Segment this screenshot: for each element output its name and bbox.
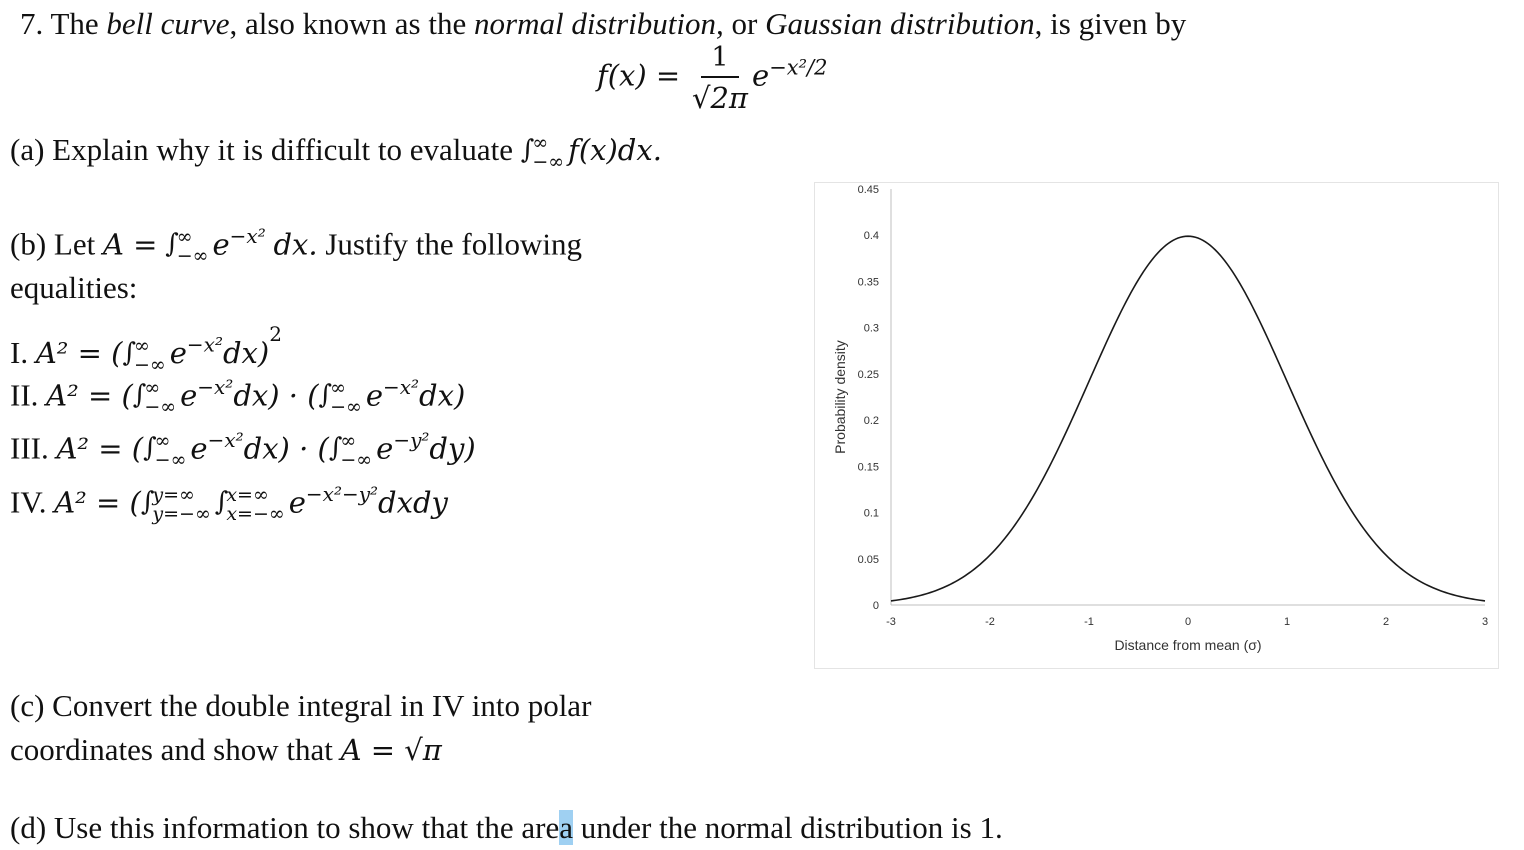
- problem-statement: 7. The bell curve, also known as the normal distribution, or Gaussian distribution, is given by: [20, 6, 1187, 41]
- integrand: f(x)dx.: [568, 133, 662, 168]
- text-cursor-highlight: a: [559, 810, 574, 845]
- integral-limits: x=∞ x=−∞: [226, 484, 285, 526]
- integral-limits: ∞ −∞: [134, 334, 166, 376]
- part-a: (a) Explain why it is difficult to evaluate ∫ ∞ −∞ f(x)dx.: [10, 132, 662, 173]
- y-tick-label: 0.45: [857, 184, 879, 196]
- formula-denominator: √2π: [691, 81, 748, 115]
- y-tick-label: 0.35: [857, 276, 879, 289]
- formula-numerator: 1: [701, 42, 738, 78]
- x-tick-label: 0: [1184, 616, 1192, 628]
- y-axis-label: Probability density: [832, 340, 848, 454]
- integral-sign: ∫: [143, 433, 157, 464]
- integral-sign: ∫: [140, 487, 155, 518]
- integral-sign: ∫: [520, 135, 535, 166]
- integral-limits: ∞ −∞: [144, 377, 177, 419]
- y-tick-label: 0.05: [857, 553, 879, 566]
- integral-limits: y=∞ y=−∞: [152, 484, 211, 526]
- formula-lhs: f(x) =: [597, 58, 681, 93]
- part-d: (d) Use this information to show that the area under the normal distribution is 1.: [10, 810, 1003, 845]
- integral-sign: ∫: [318, 380, 333, 411]
- equality-iii: III. A² = (∫ ∞ −∞ $e^{-x^2}dx$) · (∫ ∞ −∞ $e^{-y^2}dy$): [10, 428, 476, 472]
- chart-svg: [815, 183, 1498, 668]
- formula-e: e: [751, 58, 770, 93]
- bell-curve-chart: [814, 182, 1499, 669]
- x-tick-label: 2: [1382, 616, 1390, 628]
- y-tick-label: 0.2: [863, 415, 879, 428]
- integral-sign: ∫: [122, 338, 136, 368]
- y-tick-label: 0.4: [863, 230, 879, 243]
- integral-limits: ∞ −∞: [154, 430, 187, 472]
- equality-iv: IV. A² = (∫ y=∞ y=−∞ ∫ x=∞ x=−∞ $e^{-x^2-y^2}dxdy$: [10, 482, 448, 526]
- integral-sign: ∫: [132, 380, 147, 411]
- term-normal-distribution: normal distribution,: [474, 6, 724, 41]
- integral-limits: ∞ −∞: [176, 226, 209, 268]
- x-axis-label: Distance from mean (σ): [1114, 637, 1262, 653]
- density-formula: [597, 42, 827, 115]
- term-bell-curve: bell curve: [106, 6, 230, 41]
- equality-label: III.: [10, 430, 57, 466]
- x-tick-label: 3: [1481, 616, 1489, 628]
- equality-ii: II. A² = (∫ ∞ −∞ $e^{-x^2}dx$) · (∫ ∞ −∞ $e^{-x^2}dx$): [10, 375, 466, 419]
- y-tick-label: 0: [872, 600, 879, 612]
- y-tick-label: 0.25: [857, 368, 879, 381]
- part-b: (b) Let A = ∫ ∞ −∞ $e^{-x^2}$ dx. Justify the following: [10, 224, 582, 268]
- y-tick-label: 0.1: [863, 507, 879, 520]
- integral-limits: ∞ −∞: [330, 377, 362, 419]
- integral-sign: ∫: [165, 229, 179, 260]
- integral-limits: ∞ −∞: [532, 132, 565, 173]
- formula-fraction: [692, 42, 748, 115]
- y-tick-label: 0.15: [857, 461, 879, 474]
- formula-exponent: −x²/2: [769, 55, 828, 80]
- x-tick-label: -1: [1084, 616, 1094, 628]
- bell-curve-line: [891, 236, 1485, 601]
- y-tick-labels: [858, 184, 879, 612]
- equality-i: I. A² = (∫ ∞ −∞ $e^{-x^2}dx)^2$: [10, 322, 282, 376]
- integral-sign: ∫: [214, 487, 229, 518]
- equality-label: I.: [10, 335, 36, 370]
- term-gaussian-distribution: Gaussian distribution: [765, 6, 1035, 41]
- equality-label: IV.: [10, 484, 55, 520]
- problem-number: 7.: [20, 6, 44, 41]
- x-tick-label: 1: [1283, 616, 1291, 628]
- x-tick-labels: [886, 616, 1488, 628]
- x-tick-label: -2: [985, 616, 995, 628]
- equality-label: II.: [10, 377, 47, 413]
- result-formula: A = √π: [340, 733, 442, 767]
- part-c-line2: coordinates and show that A = √π: [10, 732, 442, 767]
- x-tick-label: -3: [886, 616, 896, 628]
- integral-limits: ∞ −∞: [340, 430, 373, 472]
- part-b-line2: equalities:: [10, 270, 138, 305]
- integral-sign: ∫: [328, 433, 343, 464]
- part-c: (c) Convert the double integral in IV into polar: [10, 688, 592, 723]
- y-tick-label: 0.3: [863, 322, 879, 335]
